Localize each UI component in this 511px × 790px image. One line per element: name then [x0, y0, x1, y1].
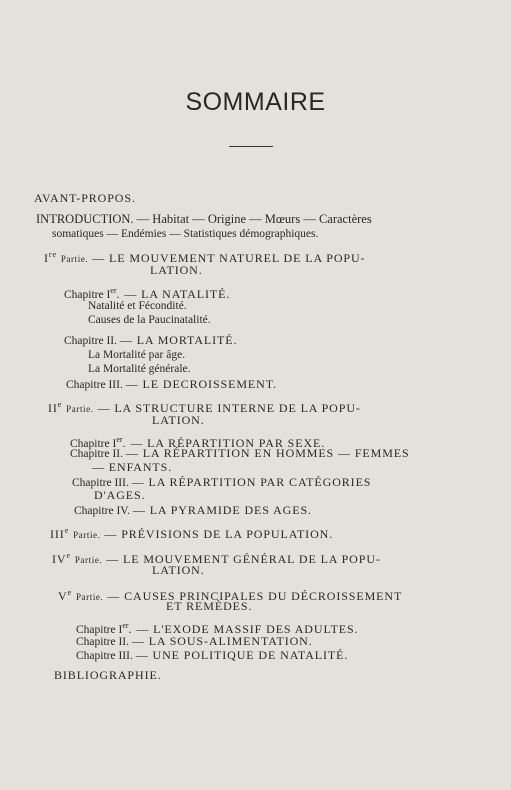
part-label: Partie. — [74, 555, 103, 565]
part-title: — LE MOUVEMENT GÉNÉRAL DE LA POPU- — [106, 552, 381, 566]
toc-part-1-chapter-1-item-1: Natalité et Fécondité. — [88, 300, 187, 312]
part-title: — CAUSES PRINCIPALES DU DÉCROISSEMENT — [107, 589, 403, 603]
chapter-label: Chapitre III. — [76, 650, 133, 662]
chapter-label: Chapitre I — [76, 624, 123, 636]
toc-part-4-heading-cont: LATION. — [152, 563, 205, 577]
chapter-sup: er — [110, 286, 117, 295]
chapter-title: — LA MORTALITÉ. — [119, 333, 238, 347]
part-sup: re — [48, 250, 57, 259]
part-title: — PRÉVISIONS DE LA POPULATION. — [104, 527, 334, 541]
page-title: SOMMAIRE — [185, 88, 326, 116]
part-title: — LA STRUCTURE INTERNE DE LA POPU- — [97, 401, 361, 415]
toc-part-2-heading-cont: LATION. — [152, 413, 205, 427]
toc-part-1-chapter-2 — [64, 333, 237, 348]
chapter-title: — LA RÉPARTITION PAR CATÉGORIES — [131, 475, 372, 489]
chapter-label: Chapitre III. — [66, 379, 123, 391]
toc-introduction-line2: somatiques — Endémies — Statistiques démographiques. — [52, 228, 319, 240]
part-title: — LE MOUVEMENT NATUREL DE LA POPU- — [92, 251, 366, 265]
toc-part-1-heading-cont: LATION. — [150, 263, 203, 277]
toc-part-5-chapter-3 — [76, 648, 348, 663]
chapter-label: Chapitre I — [64, 289, 111, 301]
introduction-text-1: INTRODUCTION. — Habitat — Origine — Mœurs — Caractères — [36, 212, 372, 226]
toc-part-2-chapter-3-cont: D'AGES. — [94, 488, 146, 502]
toc-part-5-chapter-2 — [76, 634, 313, 649]
title-rule — [229, 146, 273, 147]
part-numeral: II — [48, 401, 58, 415]
toc-part-1-chapter-1-item-2: Causes de la Paucinatalité. — [88, 314, 211, 326]
chapter-sup: er — [116, 435, 123, 444]
chapter-label: Chapitre II. — [70, 448, 124, 460]
toc-part-5-heading-cont: ET REMÈDES. — [166, 599, 253, 613]
part-label: Partie. — [75, 592, 104, 602]
toc-part-4-heading — [52, 549, 381, 567]
part-numeral: V — [58, 589, 68, 603]
toc-part-3-heading — [50, 524, 333, 542]
chapter-sup: er — [122, 621, 129, 630]
part-label: Partie. — [66, 404, 94, 414]
chapter-label: Chapitre IV. — [74, 505, 131, 517]
chapter-title: . — LA NATALITÉ. — [116, 287, 231, 301]
toc-part-1-heading — [44, 248, 365, 266]
chapter-label: Chapitre II. — [64, 335, 118, 347]
part-sup: e — [64, 526, 70, 535]
chapter-label: Chapitre I — [70, 438, 117, 450]
toc-part-1-chapter-2-item-2: La Mortalité générale. — [88, 363, 191, 375]
part-sup: e — [66, 551, 71, 560]
chapter-label: Chapitre III. — [72, 477, 129, 489]
part-label: Partie. — [60, 254, 89, 264]
chapter-title: — LE DECROISSEMENT. — [125, 377, 277, 391]
toc-part-2-chapter-4 — [74, 503, 312, 518]
chapter-title: — LA SOUS-ALIMENTATION. — [131, 634, 313, 648]
part-label: Partie. — [73, 530, 101, 540]
chapter-title: . — L'EXODE MASSIF DES ADULTES. — [128, 622, 359, 636]
toc-avant-propos: AVANT-PROPOS. — [34, 191, 136, 205]
part-numeral: I — [44, 251, 49, 265]
chapter-title: — LA RÉPARTITION EN HOMMES — FEMMES — [125, 446, 410, 460]
toc-part-2-chapter-2 — [70, 446, 410, 461]
chapter-title: — UNE POLITIQUE DE NATALITÉ. — [135, 648, 349, 662]
chapter-title: — LA PYRAMIDE DES AGES. — [132, 503, 312, 517]
toc-part-1-chapter-2-item-1: La Mortalité par âge. — [88, 349, 186, 361]
chapter-title: . — LA RÉPARTITION PAR SEXE. — [122, 436, 326, 450]
part-numeral: III — [50, 527, 65, 541]
toc-bibliographie: BIBLIOGRAPHIE. — [54, 668, 162, 682]
part-sup: e — [67, 588, 73, 597]
toc-part-1-chapter-3 — [66, 377, 277, 392]
part-numeral: IV — [52, 552, 67, 566]
toc-introduction-line1 — [36, 212, 456, 226]
chapter-label: Chapitre II. — [76, 636, 130, 648]
toc-part-2-chapter-2-cont: — ENFANTS. — [92, 460, 173, 474]
part-sup: e — [57, 400, 63, 409]
